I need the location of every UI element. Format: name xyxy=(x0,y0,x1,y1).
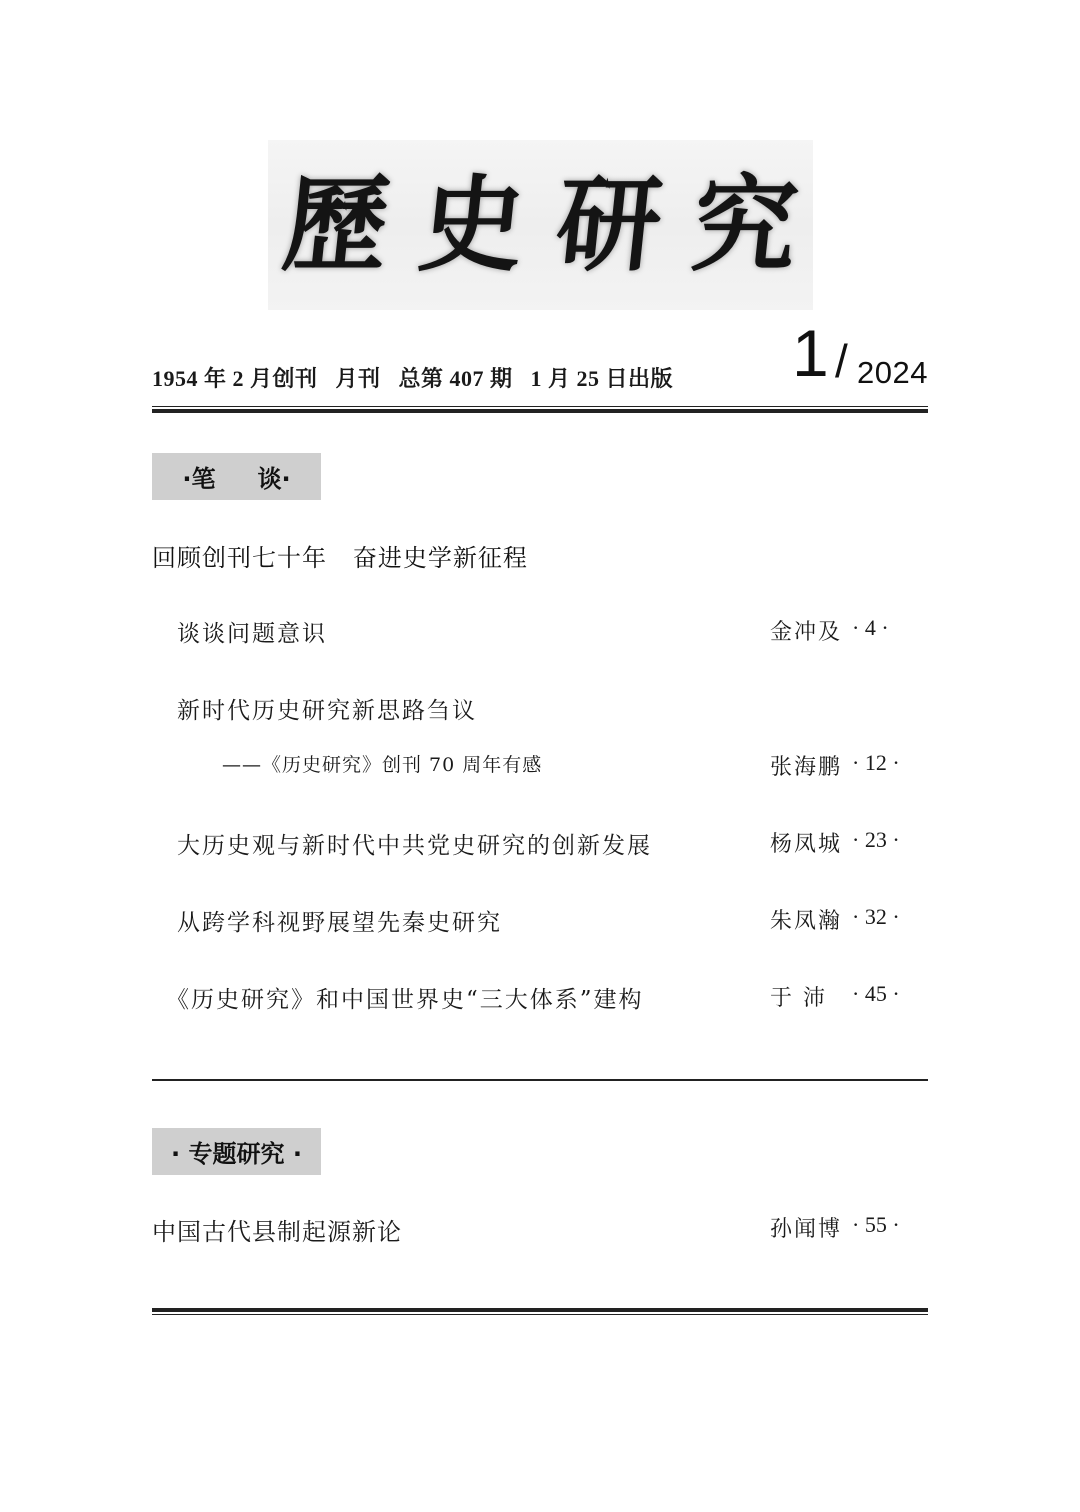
masthead-char-3: 研 xyxy=(550,163,668,286)
toc-entry[interactable] xyxy=(0,615,1080,655)
section-divider xyxy=(152,1079,928,1081)
entry-page: · 32 · xyxy=(852,904,900,929)
entry-title[interactable]: 新时代历史研究新思路刍议 xyxy=(177,698,477,724)
entry-title[interactable]: 中国古代县制起源新论 xyxy=(152,1218,402,1246)
issue-number: 1 xyxy=(792,316,829,390)
masthead-char-1: 歷 xyxy=(277,163,395,286)
issue-year: 2024 xyxy=(857,355,928,390)
toc-entry-continued[interactable] xyxy=(0,750,1080,790)
section-tag-bitan-left: ·笔 xyxy=(182,465,216,493)
entry-title[interactable]: 谈谈问题意识 xyxy=(177,621,327,647)
masthead-char-4: 究 xyxy=(686,163,804,286)
entry-subtitle[interactable]: ——《历史研究》创刊 70 周年有感 xyxy=(222,754,543,776)
header-rule-thin xyxy=(152,406,928,407)
entry-page: · 23 · xyxy=(852,827,900,852)
entry-author: 于 沛 xyxy=(770,986,827,1011)
issue-info-line: 1954 年 2 月创刊 月刊 总第 407 期 1 月 25 日出版 xyxy=(152,366,674,391)
section-tag-bitan xyxy=(152,453,321,500)
entry-author: 朱凤瀚 xyxy=(770,909,843,934)
entry-title[interactable]: 大历史观与新时代中共党史研究的创新发展 xyxy=(177,833,652,859)
header-rule-thick xyxy=(152,409,928,413)
toc-entry[interactable] xyxy=(0,981,1080,1021)
footer-rule-thin xyxy=(152,1314,928,1315)
entry-author: 张海鹏 xyxy=(770,755,843,780)
section-tag-special-topic: · 专题研究 · xyxy=(152,1128,321,1175)
journal-masthead xyxy=(268,140,813,310)
entry-author: 杨凤城 xyxy=(770,832,843,857)
toc-entry[interactable] xyxy=(0,904,1080,944)
footer-rule-thick xyxy=(152,1308,928,1312)
entry-page: · 55 · xyxy=(852,1212,900,1237)
issue-slash: / xyxy=(835,335,848,387)
entry-page: · 4 · xyxy=(852,615,889,640)
section-tag-bitan-right: 谈· xyxy=(257,465,291,493)
entry-page: · 12 · xyxy=(852,750,900,775)
entry-page: · 45 · xyxy=(852,981,900,1006)
masthead-char-2: 史 xyxy=(413,163,531,286)
toc-entry[interactable] xyxy=(0,1212,1080,1252)
section-heading: 回顾创刊七十年 奋进史学新征程 xyxy=(152,544,528,572)
entry-title[interactable]: 从跨学科视野展望先秦史研究 xyxy=(177,910,502,936)
masthead-calligraphy xyxy=(268,140,813,310)
entry-title[interactable]: 《历史研究》和中国世界史“三大体系”建构 xyxy=(166,987,644,1013)
toc-entry[interactable] xyxy=(0,827,1080,867)
toc-entry[interactable] xyxy=(0,692,1080,732)
entry-author: 孙闻博 xyxy=(770,1217,843,1242)
entry-author: 金冲及 xyxy=(770,620,843,645)
